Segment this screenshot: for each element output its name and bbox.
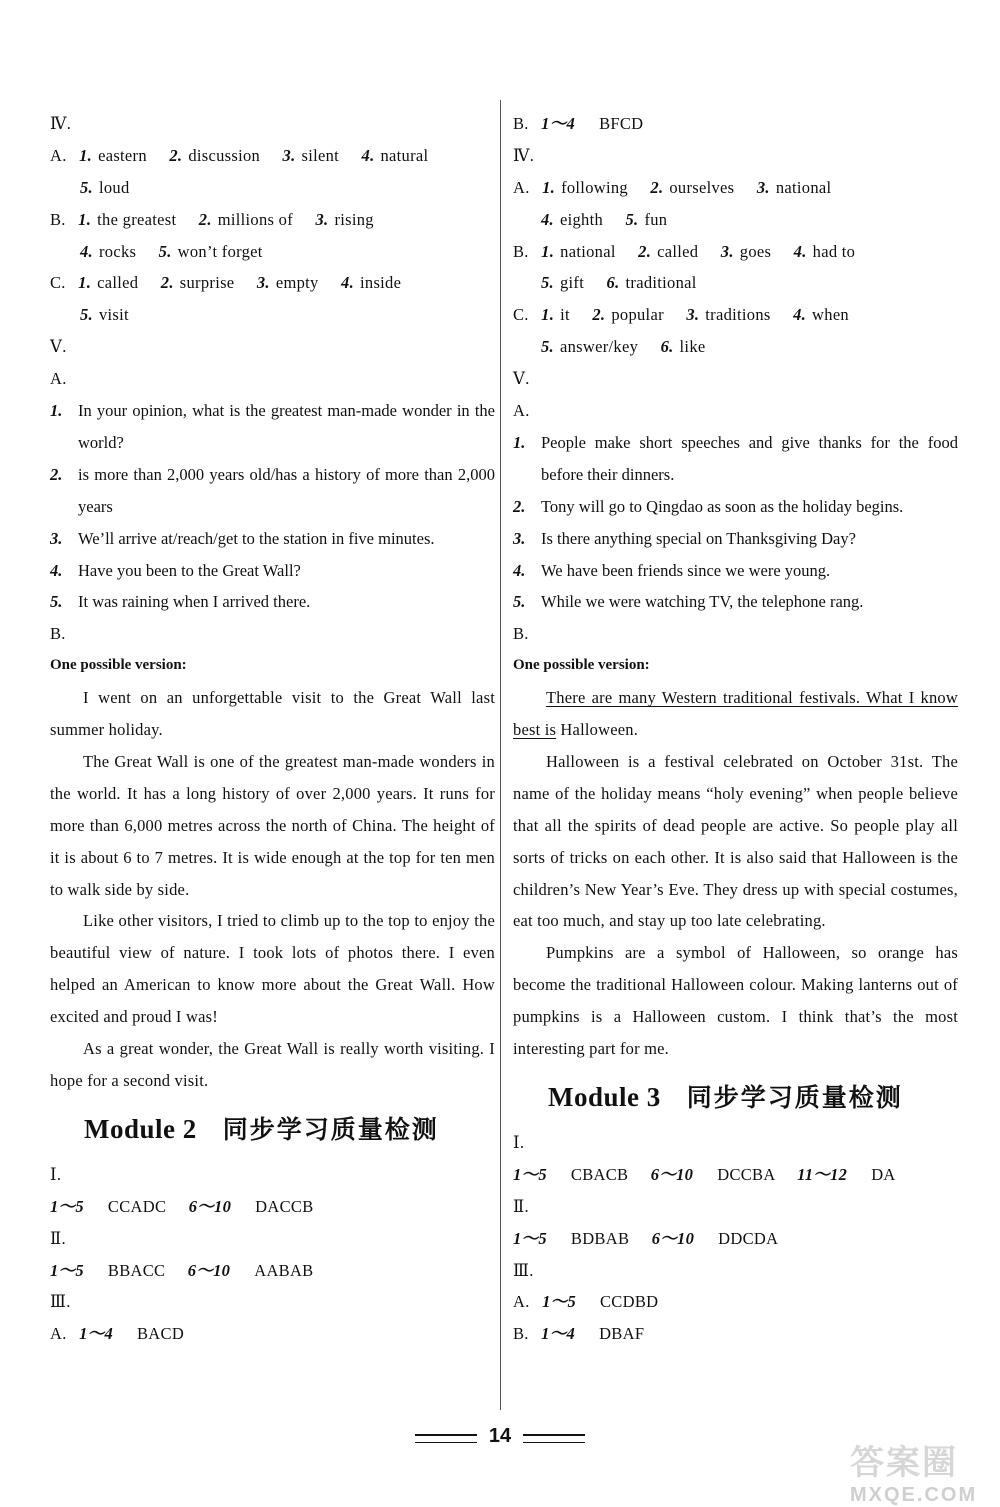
answer-line-b-right: B. 1. national 2. called 3. goes 4. had to [513, 241, 856, 261]
part-b-label: B. [50, 624, 66, 644]
column-divider [500, 100, 501, 1410]
footer-ornament-right [523, 1434, 585, 1443]
m2-section-iii-answers: A. 1～4 BACD [50, 1324, 185, 1344]
underlined-prompt: There are many Western traditional festivals. What I know best is [513, 688, 958, 740]
answer-line-c-right-cont: 5. answer/key 6. like [541, 337, 706, 357]
sentence-1-right: 1. People make short speeches and give thanks for the food before their dinners. [513, 432, 958, 484]
sentence-3-right: 3. Is there anything special on Thanksgiving Day? [513, 528, 856, 548]
m2-section-iii: Ⅲ. [50, 1292, 71, 1312]
m3-section-iii: Ⅲ. [513, 1260, 534, 1280]
essay-paragraph-1-right: There are many Western traditional festivals. What I know best is Halloween. [513, 688, 958, 740]
m2-section-i-answers: 1～5 CCADC 6～10 DACCB [50, 1196, 314, 1216]
part-a-label: A. [50, 369, 67, 389]
answer-line-a-right-cont: 4. eighth 5. fun [541, 209, 668, 229]
module-3-title: Module 3 同步学习质量检测 [548, 1082, 903, 1112]
m2-section-i: Ⅰ. [50, 1164, 62, 1184]
m3-section-i-answers: 1～5 CBACB 6～10 DCCBA 11～12 DA [513, 1164, 896, 1184]
section-heading-v-right: Ⅴ. [513, 369, 530, 389]
part-b-label-right: B. [513, 624, 529, 644]
answer-line-a-cont: 5. loud [80, 177, 130, 197]
m2-section-ii: Ⅱ. [50, 1228, 66, 1248]
essay-paragraph-3: Like other visitors, I tried to climb up to the top to enjoy the beautiful view of nature. I took lots of photos there. I even helped an American to know more about the Great Wall. How excited and proud I was! [50, 911, 495, 1027]
m3-section-iii-b: B. 1～4 DBAF [513, 1324, 645, 1344]
sentence-4: 4. Have you been to the Great Wall? [50, 560, 301, 580]
possible-version-label: One possible version: [50, 657, 187, 674]
sentence-5: 5. It was raining when I arrived there. [50, 592, 311, 612]
section-heading-iv-right: Ⅳ. [513, 145, 535, 165]
m3-section-iii-a: A. 1～5 CCDBD [513, 1292, 659, 1312]
answer-line-b-cont: 4. rocks 5. won’t forget [80, 241, 263, 261]
right-column [513, 108, 958, 1350]
sentence-3: 3. We’ll arrive at/reach/get to the station in five minutes. [50, 528, 435, 548]
sentence-4-right: 4. We have been friends since we were young. [513, 560, 831, 580]
left-column [50, 108, 495, 1350]
section-heading-iv: Ⅳ. [50, 114, 72, 133]
footer-ornament-left [415, 1434, 477, 1443]
essay-paragraph-3-right: Pumpkins are a symbol of Halloween, so orange has become the traditional Halloween colour. Making lanterns out of pumpkins is a Halloween custom. I think that’s the most interesting part for me. [513, 943, 958, 1059]
possible-version-label-right: One possible version: [513, 657, 650, 674]
essay-paragraph-1: I went on an unforgettable visit to the Great Wall last summer holiday. [50, 688, 495, 740]
essay-paragraph-2: The Great Wall is one of the greatest man-made wonders in the world. It has a long history of over 2,000 years. It runs for more than 6,000 metres across the north of China. The height of it is about 6 to 7 metres. It is wide enough at the top for ten men to walk side by side. [50, 751, 495, 899]
answer-line-a-right: A. 1. following 2. ourselves 3. national [513, 177, 832, 197]
page-number: 14 [488, 1425, 512, 1447]
answer-line-c: C. 1. called 2. surprise 3. empty 4. inside [50, 273, 402, 293]
module-2-title: Module 2 同步学习质量检测 [84, 1113, 439, 1144]
answer-line-a: A. 1. eastern 2. discussion 3. silent 4. natural [50, 145, 429, 165]
m3-section-ii-answers: 1～5 BDBAB 6～10 DDCDA [513, 1228, 779, 1248]
part-a-label-right: A. [513, 401, 530, 421]
m3-section-ii: Ⅱ. [513, 1196, 529, 1216]
sentence-5-right: 5. While we were watching TV, the telephone rang. [513, 592, 864, 612]
watermark-logo: 答案圈 MXQE.COM [850, 1444, 978, 1506]
essay-paragraph-2-right: Halloween is a festival celebrated on October 31st. The name of the holiday means “holy evening” when people believe that all the spirits of dead people are active. So people play all sorts of tricks on each other. It is also said that Halloween is the children’s New Year’s Eve. They dress up with special costumes, eat too much, and stay up too late celebrating. [513, 751, 958, 931]
sentence-2-right: 2. Tony will go to Qingdao as soon as the holiday begins. [513, 496, 904, 516]
answer-line-b-right-cont: 5. gift 6. traditional [541, 273, 697, 293]
essay-paragraph-4: As a great wonder, the Great Wall is really worth visiting. I hope for a second visit. [50, 1039, 495, 1091]
answer-line-iii-b: B. 1～4 BFCD [513, 114, 644, 133]
m2-section-ii-answers: 1～5 BBACC 6～10 AABAB [50, 1260, 314, 1280]
answer-line-c-cont: 5. visit [80, 305, 129, 325]
section-heading-v: Ⅴ. [50, 337, 67, 357]
m3-section-i: Ⅰ. [513, 1133, 525, 1152]
sentence-1: 1. In your opinion, what is the greatest man-made wonder in the world? [50, 401, 495, 452]
sentence-2: 2. is more than 2,000 years old/has a history of more than 2,000 years [50, 464, 495, 516]
answer-line-b: B. 1. the greatest 2. millions of 3. rising [50, 209, 374, 229]
answer-line-c-right: C. 1. it 2. popular 3. traditions 4. when [513, 305, 849, 325]
